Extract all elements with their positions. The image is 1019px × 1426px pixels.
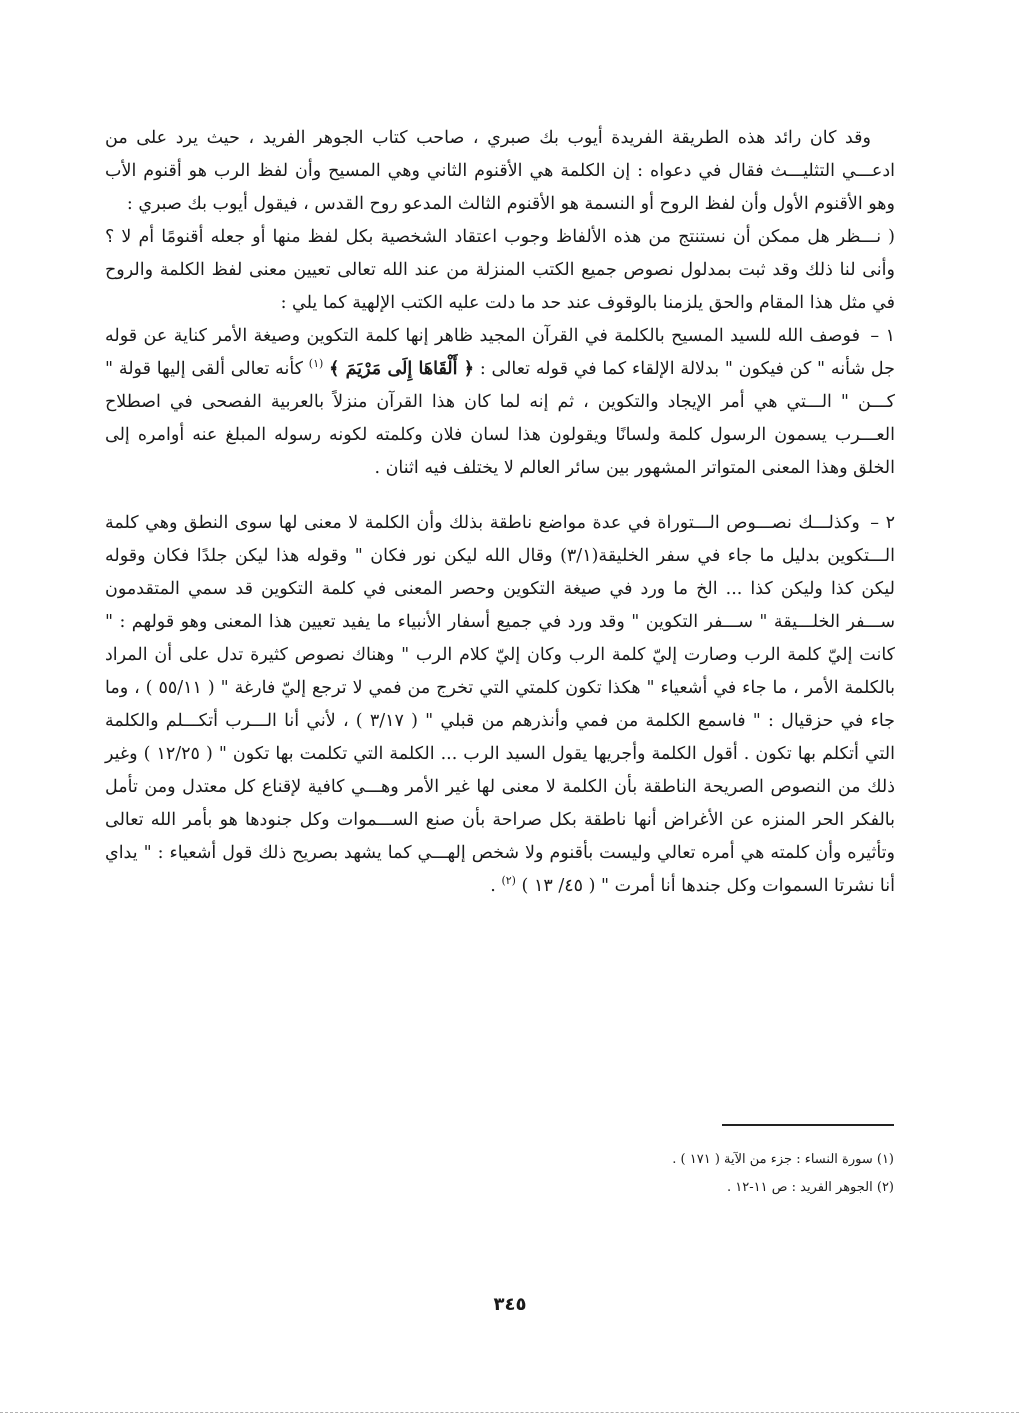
page-number: ٣٤٥ (493, 1294, 527, 1315)
list-item-1 (105, 320, 895, 485)
item-2-tail: . (490, 876, 496, 896)
item-2-text: وكذلـــك نصـــوص الـــتوراة في عدة مواضع ناطقة بذلك وأن الكلمة لا معنى لها سوى النطق وهي كلمة الـــتكوين بدليل ما جاء في سفر الخليقة(٣/١) وقال الله ليكن نور فكان " وقوله هذا ليكن جلدًا فكان وقوله ليكن كذا وليكن كذا ... الخ ما ورد في صيغة التكوين وحصر المعنى في كلمة التكوين قد سمي المتقدمون ســـفر الخلـــيقة " ســـفر التكوين " وقد ورد في جميع أسفار الأنبياء ما يفيد تعيين هذا المعنى وهو قولهم : " كانت إليّ كلمة الرب وصارت إليّ كلمة الرب وكان إليّ كلام الرب " وهناك نصوص كثيرة تدل على أن المراد بالكلمة الأمر ، ما جاء في أشعياء " هكذا تكون كلمتي التي تخرج من فمي لا ترجع إليّ فارغة " ( ٥٥/١١ ) ، وما جاء في حزقيال : " فاسمع الكلمة من فمي وأنذرهم من قبلي " ( ٣/١٧ ) ، لأني أنا الـــرب أتكـــلم والكلمة التي أتكلم بها تكون . أقول الكلمة وأجريها يقول السيد الرب ... الكلمة التي تكلمت بها تكون " ( ١٢/٢٥ ) وغير ذلك من النصوص الصريحة الناطقة بأن الكلمة لا معنى لها غير الأمر وهـــي كافية لإقناع كل معتدل ومن تأمل بالفكر الحر المنزه عن الأغراض أنها ناطقة بكل صراحة بأن صنع الســـموات وكل جنودها هو بأمر الله تعالى وتأثيره وأن كلمته هي أمره تعالي وليست بأقنوم ولا شخص إلهـــي كما يشهد بصريح ذلك قول أشعياء : " يداي أنا نشرتا السموات وكل جندها أنا أمرت " ( ٤٥/ ١٣ ) (105, 513, 896, 896)
main-text (105, 122, 895, 903)
scan-edge-line (0, 1412, 1019, 1415)
intro-paragraph: وقد كان رائد هذه الطريقة الفريدة أيوب بك صبري ، صاحب كتاب الجوهر الفريد ، حيث يرد على من ادعـــي التثليـــث فقال في دعواه : إن الكلمة هي الأقنوم الثاني وهي المسيح وأن لفظ الرب هو أقنوم الأب وهو الأقنوم الأول وأن لفظ الروح أو النسمة هو الأقنوم الثالث المدعو روح القدس ، فيقول أيوب بك صبري : (105, 128, 895, 214)
footnote-ref-1: (١) (308, 357, 324, 371)
footnotes (500, 1146, 894, 1202)
quran-verse: ﴿ أَلْقَاهَا إِلَى مَرْيَمَ ﴾ (329, 359, 475, 379)
footnote-ref-2: (٢) (501, 874, 516, 888)
item-1-text-b: كأنه تعالى ألقى إليها قولة " كـــن " الـــتي هي أمر الإيجاد والتكوين ، ثم إنه لما كان هذا القرآن منزلاً بالعربية الفصحى في اصطلاح العـــرب يسمون الرسول كلمة ولسانًا ويقولون هذا لسان فلان وكلمته لكونه رسوله المبلغ عنه أوامره إلى الخلق وهذا المعنى المتواتر المشهور بين سائر العالم لا يختلف فيه اثنان . (105, 359, 895, 478)
quote-paragraph: ( نـــظر هل ممكن أن نستنتج من هذه الألفاظ وجوب اعتقاد الشخصية بكل لفظ منها أو جعله أقنومًا أم لا ؟ وأنى لنا ذلك وقد ثبت بمدلول نصوص جميع الكتب المنزلة من عند الله تعالى تعيين معنى لفظ الكلمة والروح في مثل هذا المقام والحق يلزمنا بالوقوف عند حد ما دلت عليه الكتب الإلهية كما يلي : (105, 227, 895, 313)
footnote-divider (722, 1124, 894, 1126)
item-2-number: ٢ – (870, 513, 895, 533)
footnote-1: (١) سورة النساء : جزء من الآية ( ١٧١ ) . (672, 1152, 894, 1167)
item-1-number: ١ – (870, 326, 895, 346)
list-item-2 (105, 507, 895, 903)
item-1-text-a: فوصف الله للسيد المسيح بالكلمة في القرآن المجيد ظاهر إنها كلمة التكوين وصيغة الأمر كناية عن قوله جل شأنه " كن فيكون " بدلالة الإلقاء كما في قوله تعالى : (105, 326, 895, 379)
paragraph-gap (105, 485, 895, 507)
footnote-2: (٢) الجوهر الفريد : ص ١١-١٢ . (727, 1180, 894, 1195)
